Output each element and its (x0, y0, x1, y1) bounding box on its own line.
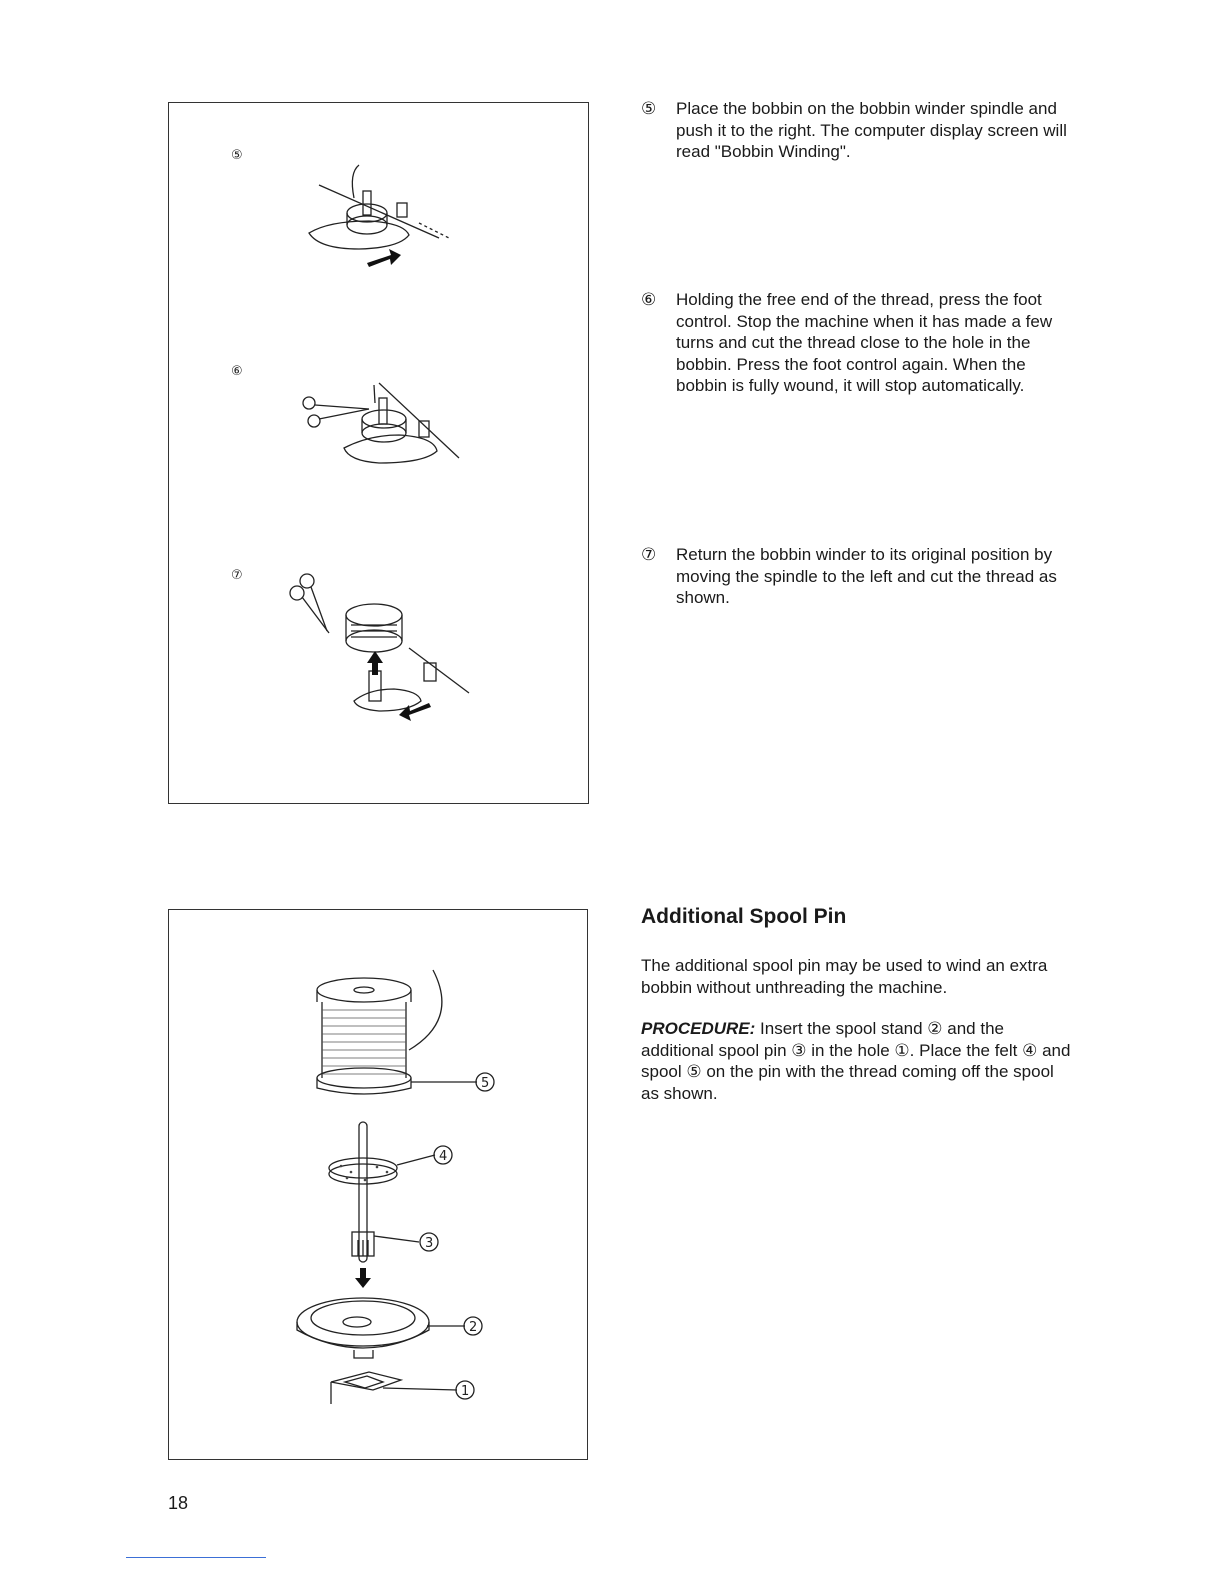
spool-pin-figure (168, 909, 588, 1460)
step7-bobbin-drawing (290, 574, 469, 711)
callout-leader-3 (374, 1236, 419, 1242)
step6-scissors-drawing (303, 383, 459, 463)
felt-and-pin-drawing (329, 1122, 397, 1262)
bobbin-winding-illustration (169, 103, 590, 805)
step-7-text: Return the bobbin winder to its original position by moving the spindle to the left and cut the thread as shown. (676, 545, 1057, 607)
step-7-number: ⑦ (641, 545, 657, 564)
footer-divider (126, 1557, 266, 1558)
step-6-instruction (641, 289, 1076, 397)
step-5-text: Place the bobbin on the bobbin winder spindle and push it to the right. The computer display screen will read "Bobbin Winding". (676, 99, 1067, 161)
figure-step-7-label: ⑦ (231, 568, 243, 583)
step-6-text: Holding the free end of the thread, press the foot control. Stop the machine when it has made a few turns and cut the thread close to the hole in the bobbin. Press the foot control again. When the bobbin is fully wound, it will stop automatically. (676, 290, 1053, 395)
spool-stand-drawing (297, 1298, 429, 1358)
spool-pin-illustration (169, 910, 589, 1461)
callout-2-label: 2 (469, 1320, 478, 1335)
callout-1-label: 1 (461, 1384, 470, 1399)
step-6-number: ⑥ (641, 290, 657, 309)
step-7-instruction (641, 544, 1076, 609)
step-5-instruction (641, 98, 1076, 163)
step5-bobbin-drawing (309, 165, 449, 249)
bobbin-winding-figure (168, 102, 589, 804)
callout-leader-1 (383, 1388, 457, 1390)
callout-3-label: 3 (425, 1236, 434, 1251)
section-title: Additional Spool Pin (641, 905, 847, 928)
step-5-number: ⑤ (641, 99, 657, 118)
spool-intro-paragraph: The additional spool pin may be used to wind an extra bobbin without unthreading the machine. (641, 956, 1048, 997)
arrow-down-icon (355, 1268, 371, 1288)
callout-4-label: 4 (439, 1149, 448, 1164)
spool-drawing (317, 970, 442, 1094)
callout-leader-4 (397, 1155, 435, 1165)
procedure-text: Insert the spool stand ② and the additional spool pin ③ in the hole ①. Place the felt ④ and spool ⑤ on the pin with the thread coming off the spool as shown. (641, 1019, 1071, 1103)
figure-step-5-label: ⑤ (231, 148, 243, 163)
figure-step-6-label: ⑥ (231, 364, 243, 379)
arrow-right-icon (367, 249, 401, 267)
arrow-left-icon (399, 703, 431, 721)
procedure-paragraph (641, 1018, 1071, 1104)
callout-5-label: 5 (481, 1076, 490, 1091)
procedure-label: PROCEDURE: (641, 1019, 756, 1038)
page-number: 18 (168, 1493, 189, 1513)
